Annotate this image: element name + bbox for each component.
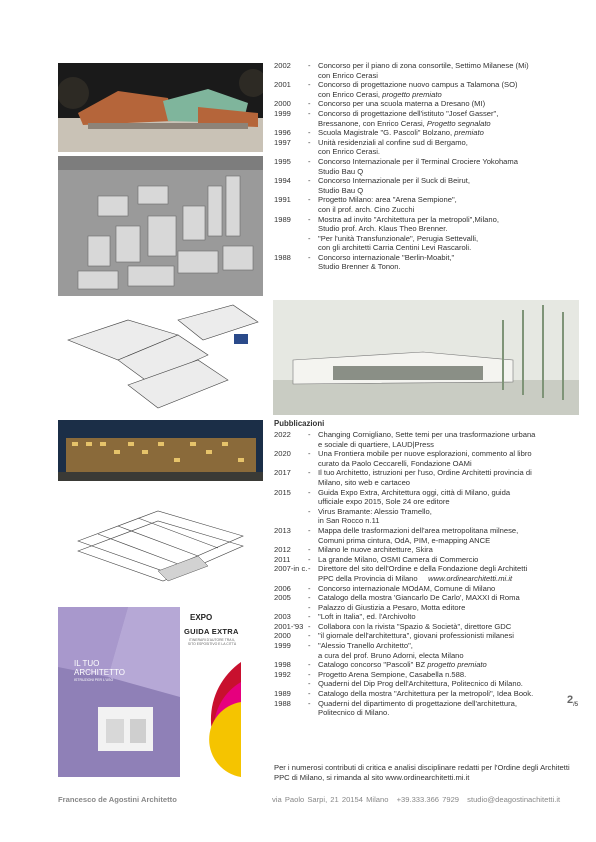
entry-year: 2000 (274, 631, 291, 641)
entry-year: 2013 (274, 525, 291, 535)
entry-text: Quaderni del Dip Prog dell'Architettura, Politecnico di Milano. (318, 679, 523, 689)
entry-text-italic: Progetto segnalato (426, 118, 491, 128)
publication-entry: 1998 - Catalogo concorso "Pascoli" BZ progetto premiato (274, 660, 487, 670)
entry-text: con Enrico Cerasi. (318, 147, 381, 157)
career-entry: - "Per l'unità Transfunzionale", Perugia Settevalli, con gli architetti Carria Centini Levi Rascaroli. (274, 234, 574, 253)
entry-year: 1989 (274, 214, 291, 224)
entry-text: con gli architetti Carria Centini Levi Rascaroli. (318, 243, 472, 253)
publication-entry: 2005 - Catalogo della mostra 'Giancarlo De Carlo', MAXXI di Roma (274, 593, 520, 603)
entry-text: in San Rocco n.11 (318, 516, 380, 526)
entry-year: 2000 (274, 99, 291, 109)
publication-entry: 2020 - Una Frontiera mobile per nuove esplorazioni, commento al libro curato da Paolo Ceccarelli, Fondazione OAMi (274, 449, 532, 468)
footer-name: Francesco de Agostini Architetto (58, 795, 177, 804)
entry-year: 2002 (274, 61, 291, 70)
publication-entry: 1989 - Catalogo della mostra "Architettura per la metropoli", Idea Book. (274, 689, 534, 699)
page-number (567, 694, 578, 708)
entry-year: 1999 (274, 641, 291, 651)
entry-year: 1992 (274, 669, 291, 679)
entry-text: Milano le nuove architetture, Skira (318, 545, 433, 555)
publication-entry: 2003 - "Loft in Italia", ed. l'Archivolto (274, 612, 416, 622)
image-axonometric-school (58, 486, 263, 601)
page-number-value: 2 (567, 694, 574, 706)
publication-entry: 1999 - "Alessio Tranello Architetto", a cura del prof. Bruno Adorni, electa Milano (274, 641, 464, 660)
entry-text: Concorso Internazionale per il Suck di Beirut, (318, 176, 470, 186)
entry-year: 1994 (274, 176, 291, 186)
publication-entry: 2013 - Mappa delle trasformazioni dell'area metropolitana milnese, Comuni prima cintura, OdA, PIM, e-mapping ANCE (274, 525, 519, 545)
entry-text: Direttore del sito dell'Ordine e della Fondazione degli Architetti (318, 564, 528, 574)
website-link[interactable]: www.ordinearchitetti.mi.it (428, 573, 513, 583)
entry-text: Concorso per una scuola materna a Dresano (MI) (318, 99, 486, 109)
entry-text: Mappa delle trasformazioni dell'area metropolitana milnese, (318, 525, 519, 535)
entry-year: 2001-'93 (274, 621, 304, 631)
entry-text: Concorso di progettazione nuovo campus a Talamona (SO) (318, 80, 518, 90)
entry-text: Studio prof. Arch. Klaus Theo Brenner. (318, 224, 448, 234)
entry-text: curato da Paolo Ceccarelli, Fondazione OAMi (318, 458, 472, 468)
entry-year (274, 679, 308, 689)
entry-text: PPC della Provincia di Milano (318, 573, 429, 583)
entry-year: 1988 (274, 698, 291, 708)
entry-text: Catalogo concorso "Pascoli" BZ (318, 660, 428, 670)
entry-text: con Enrico Cerasi (318, 70, 378, 80)
entry-year: 2011 (274, 554, 291, 564)
entry-year: 2003 (274, 612, 291, 622)
publication-entry: - Virus Bramante: Alessio Tramello, in San Rocco n.11 (274, 507, 574, 526)
entry-text: Collabora con la rivista "Spazio & Società", direttore GDC (318, 621, 512, 631)
entry-year: 1988 (274, 252, 291, 262)
entry-text: Catalogo della mostra 'Giancarlo De Carlo', MAXXI di Roma (318, 593, 520, 603)
entry-text: con Enrico Cerasi, (318, 89, 383, 99)
image-masterplan-axonometric (58, 156, 263, 296)
entry-year: 2017 (274, 468, 291, 478)
closing-note: Per i numerosi contributi di critica e analisi disciplinare redatti per l'Ordine degli Architetti PPC di Milano, si rimanda al sito www.ordinearchitetti.mi.it (274, 763, 570, 782)
entry-year: 1996 (274, 128, 291, 138)
entry-text-italic: progetto premiato (382, 89, 442, 99)
career-entry: 1988 - Concorso internazionale "Berlin-Moabit," Studio Brenner & Tonon. (274, 252, 455, 272)
entry-text: Comuni prima cintura, OdA, PIM, e-mapping ANCE (318, 535, 491, 545)
footer-phone[interactable]: +39.333.366 7929 (396, 795, 460, 804)
career-entry: 2002 - Concorso per il piano di zona consortile, Settimo Milanese (Mi) con Enrico Cerasi (274, 61, 529, 80)
career-entry: 1989 - Mostra ad invito "Architettura per la metropoli",Milano, Studio prof. Arch. Klaus Theo Brenner. (274, 214, 499, 234)
entry-text: Unità residenziali al confine sud di Bergamo, (318, 137, 468, 147)
image-render-building-perspective (273, 300, 579, 415)
entry-text: Politecnico di Milano. (318, 708, 390, 718)
career-entry: 1999 - Concorso di progettazione dell'istituto "Josef Gasser", Bressanone, con Enrico Cerasi, Progetto segnalato (274, 108, 499, 128)
expo-logo: EXPO (190, 613, 213, 622)
entry-text: Quaderni del dipartimento di progettazione dell'architettura, (318, 698, 518, 708)
entry-text: Changing Corniglianо, Sette temi per una trasformazione urbana (318, 430, 536, 439)
entry-text: La grande Milano, OSMI Camera di Commercio (318, 554, 479, 564)
entry-text-italic: progetto premiato (427, 660, 487, 670)
entry-year: 1989 (274, 689, 291, 699)
entry-year: 1997 (274, 137, 291, 147)
image-photo-residential-night (58, 420, 263, 481)
career-list (274, 61, 574, 272)
publication-entry: 2017 - Il tuo Architetto, istruzioni per l'uso, Ordine Architetti provincia di Milano, sito web e cartaceo (274, 468, 532, 487)
publication-entry: 2001-'93 - Collabora con la rivista "Spazio & Società", direttore GDC (274, 621, 512, 631)
entry-year: 2006 (274, 583, 291, 593)
entry-year: 1995 (274, 156, 291, 166)
page-number-total: /5 (573, 702, 579, 709)
career-entry: 1997 - Unità residenziali al confine sud di Bergamo, con Enrico Cerasi. (274, 137, 468, 157)
entry-text: Studio Bau Q (318, 185, 364, 195)
entry-text: e sociale di quartiere, LAUD|Press (318, 439, 434, 449)
career-entry: 1995 - Concorso Internazionale per il Terminal Crociere Yokohama Studio Bau Q (274, 156, 518, 176)
footer-address: via Paolo Sarpi, 21 20154 Milano (272, 795, 389, 804)
entry-text: "Per l'unità Transfunzionale", Perugia Settevalli, (318, 233, 479, 243)
entry-text: Palazzo di Giustizia a Pesaro, Motta editore (318, 602, 466, 612)
entry-text: Progetto Milano: area "Arena Sempione", (318, 195, 457, 205)
entry-text: Il tuo Architetto, istruzioni per l'uso, Ordine Architetti provincia di (318, 468, 532, 478)
entry-text: Mostra ad invito "Architettura per la metropoli",Milano, (318, 214, 499, 224)
publication-entry: - Palazzo di Giustizia a Pesaro, Motta editore (274, 603, 574, 613)
entry-year: 2005 (274, 593, 291, 603)
publication-entry: 2015 - Guida Expo Extra, Architettura oggi, città di Milano, guida ufficiale expo 2015, Sole 24 ore editore (274, 487, 511, 507)
entry-text-italic: premiato (454, 128, 484, 138)
book-cover-il-tuo-architetto (58, 607, 180, 777)
footer-email[interactable]: studio@deagostinachitetti.it (467, 795, 561, 804)
career-entry: 2000 - Concorso per una scuola materna a Dresano (MI) (274, 99, 486, 109)
entry-text: con il prof. arch. Cino Zucchi (318, 204, 415, 214)
entry-text: ufficiale expo 2015, Sole 24 ore editore (318, 497, 450, 507)
entry-text: Concorso internazionale "Berlin-Moabit," (318, 252, 455, 262)
entry-year: 2022 (274, 430, 291, 439)
publication-entry: 1992 - Progetto Arena Sempione, Casabella n.588. (274, 669, 467, 679)
entry-year: 1991 (274, 195, 291, 205)
publication-entry: 2012 - Milano le nuove architetture, Skira (274, 545, 433, 555)
entry-text: Bressanone, con Enrico Cerasi, (318, 118, 427, 128)
entry-text: Concorso per il piano di zona consortile, Settimo Milanese (Mi) (318, 61, 529, 70)
entry-text: Virus Bramante: Alessio Tramello, (318, 506, 432, 516)
entry-text: Scuola Magistrale "G. Pascoli" Bolzano, (318, 128, 455, 138)
book2-subtitle: ITINERARI D'AUTORE TRA IL SITO ESPOSITIVO E LA CITTÀ (187, 638, 237, 646)
publication-entry: - Quaderni del Dip Prog dell'Architettura, Politecnico di Milano. (274, 679, 574, 689)
publications-heading: Pubblicazioni (274, 419, 325, 428)
entry-year (274, 603, 308, 613)
publication-entry: 1988 - Quaderni del dipartimento di progettazione dell'architettura, Politecnico di Milano. (274, 698, 518, 718)
career-entry: 1994 - Concorso Internazionale per il Suck di Beirut, Studio Bau Q (274, 176, 470, 195)
entry-text: Progetto Arena Sempione, Casabella n.588. (318, 669, 467, 679)
publication-entry: 2022 - Changing Corniglianо, Sette temi per una trasformazione urbana e sociale di quartiere, LAUD|Press (274, 430, 536, 449)
entry-text: Studio Bau Q (318, 166, 364, 176)
entry-text: Milano, sito web e cartaceo (318, 477, 411, 487)
book-cover-guida-extra (182, 607, 241, 777)
entry-text: Una Frontiera mobile per nuove esplorazioni, commento al libro (318, 449, 532, 459)
entry-year (274, 507, 308, 526)
book1-title: IL TUO ARCHITETTO (74, 659, 125, 677)
entry-text: Concorso di progettazione dell'istituto "Josef Gasser", (318, 108, 499, 118)
entry-year: 1999 (274, 108, 291, 118)
entry-text: "Loft in Italia", ed. l'Archivolto (318, 612, 416, 622)
publication-entry: 2007-in c. - Direttore del sito dell'Ordine e della Fondazione degli Architetti PPC della Provincia di Milano www.ordinearchitetti.mi.it (274, 564, 528, 583)
entry-text: "il giornale dell'architettura", giovani professionisti milanesi (318, 631, 514, 641)
footer-contacts (272, 795, 565, 804)
entry-year: 2015 (274, 487, 291, 497)
book1-subtitle: ISTRUZIONI PER L'USO (74, 678, 114, 682)
career-entry: 1996 - Scuola Magistrale "G. Pascoli" Bolzano, premiato (274, 128, 484, 138)
entry-text: Guida Expo Extra, Architettura oggi, città di Milano, guida (318, 487, 511, 497)
image-render-campus (58, 63, 263, 152)
publication-entry: 2006 - Concorso internazionale MOdAM, Comune di Milano (274, 583, 496, 593)
entry-year: 2007-in c. (274, 564, 308, 574)
entry-text: Catalogo della mostra "Architettura per la metropoli", Idea Book. (318, 689, 534, 699)
entry-text: Studio Brenner & Tonon. (318, 262, 401, 272)
publications-list (274, 430, 574, 718)
book2-title: GUIDA EXTRA (184, 627, 239, 636)
entry-year: 2001 (274, 80, 291, 90)
entry-text: "Alessio Tranello Architetto", (318, 641, 413, 651)
publication-entry: 2000 - "il giornale dell'architettura", giovani professionisti milanesi (274, 631, 514, 641)
entry-year: 2020 (274, 449, 291, 459)
career-entry: 2001 - Concorso di progettazione nuovo campus a Talamona (SO) con Enrico Cerasi, progetto premiato (274, 80, 518, 99)
entry-text: a cura del prof. Bruno Adorni, electa Milano (318, 650, 464, 660)
entry-text: Concorso Internazionale per il Terminal Crociere Yokohama (318, 156, 518, 166)
career-entry: 1991 - Progetto Milano: area "Arena Sempione", con il prof. arch. Cino Zucchi (274, 195, 457, 214)
entry-text: Concorso internazionale MOdAM, Comune di Milano (318, 583, 496, 593)
entry-year: 1998 (274, 660, 291, 670)
image-site-plan-drawing (58, 300, 263, 415)
entry-year: 2012 (274, 545, 291, 555)
publication-entry: 2011 - La grande Milano, OSMI Camera di Commercio (274, 554, 479, 564)
entry-year (274, 234, 308, 253)
